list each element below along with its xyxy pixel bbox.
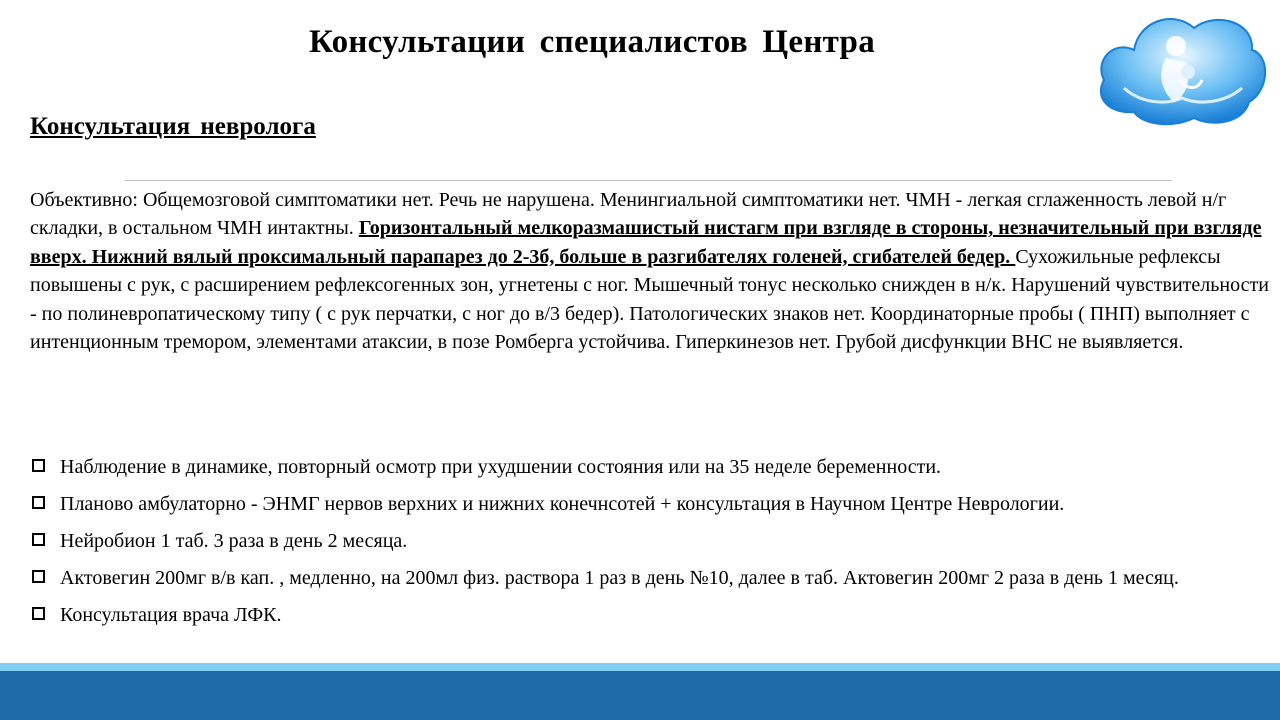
checkbox-bullet-icon <box>32 607 45 620</box>
list-item-text: Наблюдение в динамике, повторный осмотр при ухудшении состояния или на 35 неделе беременности. <box>60 456 942 478</box>
list-item-text: Нейробион 1 таб. 3 раза в день 2 месяца. <box>60 530 408 552</box>
checkbox-bullet-icon <box>32 459 45 472</box>
examination-text-continued: Сухожильные рефлексы повышены с рук, с расширением рефлексогенных зон, угнетены с ног. Мышечный тонус несколько снижден в н/к. Нарушений чувствительности - по полиневропатическому типу ( с рук перчатки, с ног до в/3 бедер). Патологических знаков нет. Координаторные пробы ( ПНП) выполняет с интенционным тремором, элементами атаксии, в позе Ромберга устойчива. Гиперкинезов нет. Грубой дисфункции ВНС не выявляется. <box>30 245 1269 354</box>
examination-emphasis: Горизонтальный мелкоразмашистый нистагм при взгляде в стороны, незначительный при взгляде вверх. Нижний вялый проксимальный парапарез до 2-3б, больше в разгибателях голеней, сгибателей бедер. <box>30 217 1262 268</box>
examination-text: Объективно: Общемозговой симптоматики нет. Речь не нарушена. Менингиальной симптоматики нет. ЧМН - легкая сглаженность левой н/г складки, в остальном ЧМН интактны. <box>30 189 1227 240</box>
list-item-text: Планово амбулаторно - ЭНМГ нервов верхних и нижних конечнсотей + консультация в Научном Центре Неврологии. <box>60 493 1065 515</box>
list-item-text: Актовегин 200мг в/в кап. , медленно, на 200мл физ. раствора 1 раз в день №10, далее в таб. Актовегин 200мг 2 раза в день 1 месяц. <box>60 567 1179 589</box>
list-item-text: Консультация врача ЛФК. <box>60 604 282 626</box>
mother-and-child-logo-icon <box>1094 10 1270 128</box>
list-item <box>32 490 1268 518</box>
checkbox-bullet-icon <box>32 570 45 583</box>
list-item <box>32 601 1268 629</box>
checkbox-bullet-icon <box>32 496 45 509</box>
list-item <box>32 527 1268 555</box>
section-heading: Консультация невролога <box>30 113 316 140</box>
slide-title: Консультации специалистов Центра <box>308 24 876 60</box>
list-item <box>32 453 1268 481</box>
checkbox-bullet-icon <box>32 533 45 546</box>
list-item <box>32 564 1268 592</box>
examination-paragraph <box>30 186 1270 356</box>
recommendations-list <box>32 453 1268 638</box>
divider <box>125 180 1172 181</box>
footer-bar <box>0 663 1280 720</box>
